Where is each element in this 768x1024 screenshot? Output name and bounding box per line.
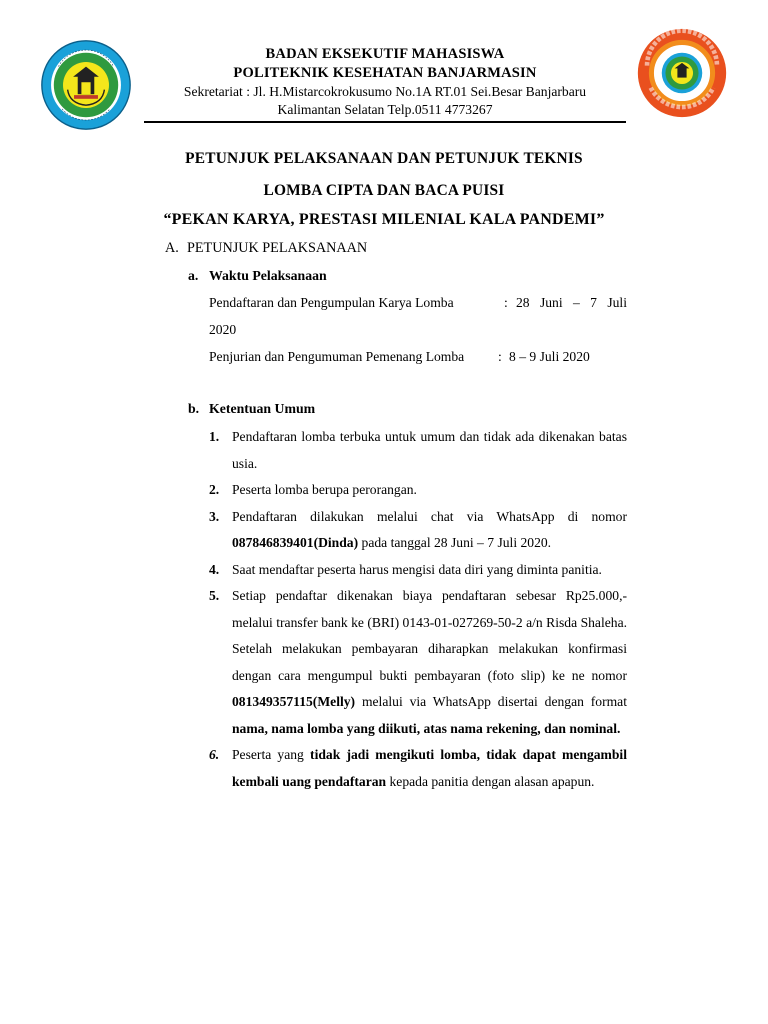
rule-text: Setiap pendaftar dikenakan biaya pendaftaran sebesar Rp25.000,- melalui transfer bank ke (BRI) 0143-01-027269-50-2 a/n Risda Shaleha. Setelah melakukan pembayaran diharapkan melakukan konfirmasi dengan cara mengumpul bukti pembayaran (foto slip) ke ne nomor [232, 588, 627, 683]
org-name: BADAN EKSEKUTIF MAHASISWA [265, 46, 505, 62]
section-a-label: PETUNJUK PELAKSANAAN [187, 240, 368, 256]
subsection-a-label: Waktu Pelaksanaan [209, 268, 327, 283]
subsection-b-label: Ketentuan Umum [209, 401, 316, 416]
schedule-value: 28 Juni – 7 Juli [516, 295, 627, 310]
doc-title-1: PETUNJUK PELAKSANAAN DAN PETUNJUK TEKNIS [185, 150, 583, 167]
rule-item [209, 557, 627, 584]
address-phone-line: Kalimantan Selatan Telp.0511 4773267 [277, 102, 493, 117]
rule-text: pada tanggal 28 Juni – 7 Juli 2020. [358, 535, 552, 550]
rule-number: 5. [209, 588, 220, 603]
rule-number: 1. [209, 429, 220, 444]
section-a-heading [165, 240, 367, 257]
rule-text-bold: tidak jadi mengikuti lomba, tidak dapat mengambil kembali uang pendaftaran [232, 747, 627, 789]
schedule-label: Penjurian dan Pengumuman Pemenang Lomba [209, 349, 465, 364]
schedule-row [209, 289, 627, 316]
rule-text: Pendaftaran lomba terbuka untuk umum dan tidak ada dikenakan batas usia. [232, 429, 627, 471]
bem-seal-icon [636, 27, 728, 119]
schedule-value-cont: 2020 [209, 322, 237, 337]
rule-item [209, 583, 627, 742]
rule-number: 6. [209, 747, 220, 762]
doc-title-2: LOMBA CIPTA DAN BACA PUISI [263, 182, 505, 199]
rule-item [209, 742, 627, 795]
subsection-a-marker: a. [188, 268, 199, 283]
rule-text-bold: 081349357115(Melly) [232, 694, 356, 709]
subsection-a-heading [188, 268, 327, 284]
subsection-b-heading [188, 401, 315, 417]
rule-number: 2. [209, 482, 220, 497]
rules-list [209, 424, 627, 795]
rule-item [209, 424, 627, 477]
rule-text: Pendaftaran dilakukan melalui chat via WhatsApp di nomor [232, 508, 627, 524]
schedule-row-cont [209, 316, 627, 343]
rule-item [209, 477, 627, 504]
rule-text: Saat mendaftar peserta harus mengisi data diri yang diminta panitia. [232, 561, 602, 577]
rule-text: kepada panitia dengan alasan apapun. [386, 773, 595, 789]
schedule-separator: : [498, 349, 502, 364]
rule-item [209, 504, 627, 557]
subsection-b-marker: b. [188, 401, 200, 416]
rule-number: 3. [209, 508, 220, 524]
poltekkes-seal-icon [40, 39, 132, 131]
rule-text: Peserta yang [232, 747, 311, 762]
rule-text-bold: nama, nama lomba yang diikuti, atas nama rekening, dan nominal. [232, 720, 621, 736]
schedule-value: 8 – 9 Juli 2020 [509, 349, 590, 364]
rule-number: 4. [209, 561, 220, 577]
letterhead-divider [144, 121, 626, 123]
schedule-block [209, 289, 627, 370]
rule-text: melalui via WhatsApp disertai dengan format [355, 694, 627, 709]
rule-text-bold: 087846839401(Dinda) [232, 535, 359, 550]
doc-title-3: “PEKAN KARYA, PRESTASI MILENIAL KALA PANDEMI” [163, 211, 605, 228]
section-a-marker: A. [165, 240, 179, 256]
schedule-separator: : [504, 295, 508, 310]
schedule-row [209, 343, 627, 370]
institution-name: POLITEKNIK KESEHATAN BANJARMASIN [233, 65, 537, 81]
rule-text: Peserta lomba berupa perorangan. [232, 482, 417, 497]
address-line: Sekretariat : Jl. H.Mistarcokrokusumo No.1A RT.01 Sei.Besar Banjarbaru [183, 84, 587, 99]
schedule-label: Pendaftaran dan Pengumpulan Karya Lomba [209, 295, 454, 310]
